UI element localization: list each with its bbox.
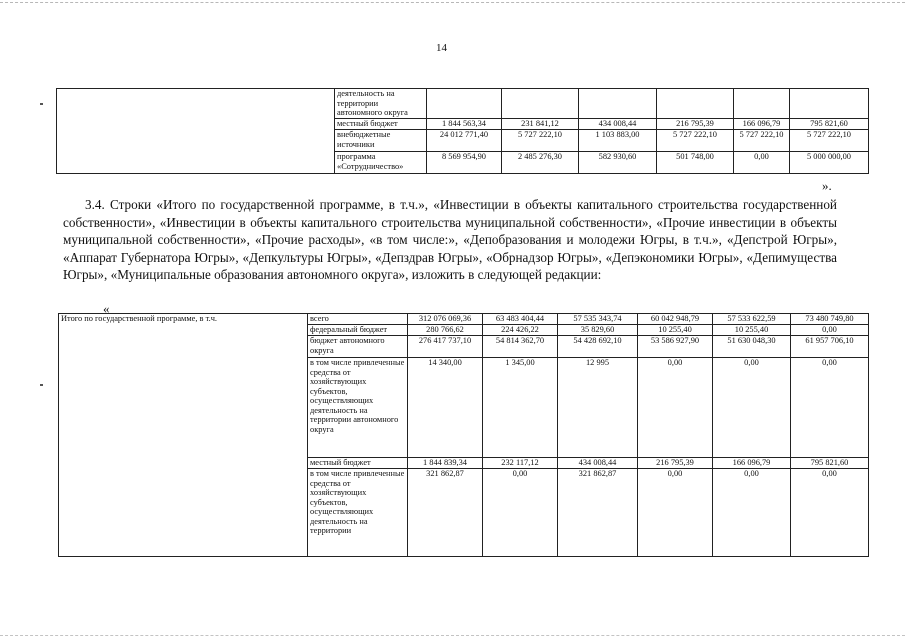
value-cell: 51 630 048,30 xyxy=(713,336,791,358)
value-cell: 321 862,87 xyxy=(408,469,483,557)
row-label: всего xyxy=(308,314,408,325)
value-cell: 232 117,12 xyxy=(483,458,558,469)
value-cell: 2 485 276,30 xyxy=(502,152,579,174)
row-label: бюджет автономного округа xyxy=(308,336,408,358)
table-continuation xyxy=(56,88,869,174)
value-cell: 0,00 xyxy=(638,358,713,458)
value-cell xyxy=(502,89,579,119)
value-cell: 0,00 xyxy=(483,469,558,557)
row-label: федеральный бюджет xyxy=(308,325,408,336)
amendment-paragraph: 3.4. Строки «Итого по государственной программе, в т.ч.», «Инвестиции в объекты капитального строительства государственной собственности», «Инвестиции в объекты капитального строительства муниципальной собственности», «Прочие инвестиции в объекты муниципальной собственности», «Прочие расходы», «в том числе:», «Депобразования и молодежи Югры, в т.ч.», «Депстрой Югры», «Аппарат Губернатора Югры», «Депкультуры Югры», «Депздрав Югры», «Обрнадзор Югры», «Депэкономики Югры», «Депимущества Югры», «Муниципальные образования автономного округа», изложить в следующей редакции: xyxy=(63,197,837,283)
value-cell: 5 727 222,10 xyxy=(502,130,579,152)
table-row xyxy=(57,89,869,119)
value-cell: 216 795,39 xyxy=(638,458,713,469)
value-cell: 1 103 883,00 xyxy=(579,130,657,152)
value-cell: 1 844 839,34 xyxy=(408,458,483,469)
value-cell: 0,00 xyxy=(791,358,869,458)
value-cell: 795 821,60 xyxy=(791,458,869,469)
value-cell: 54 428 692,10 xyxy=(558,336,638,358)
value-cell: 12 995 xyxy=(558,358,638,458)
value-cell: 1 345,00 xyxy=(483,358,558,458)
value-cell: 276 417 737,10 xyxy=(408,336,483,358)
value-cell: 53 586 927,90 xyxy=(638,336,713,358)
row-label: программа «Сотрудничество» xyxy=(335,152,427,174)
value-cell: 60 042 948,79 xyxy=(638,314,713,325)
value-cell: 0,00 xyxy=(734,152,790,174)
value-cell: 224 426,22 xyxy=(483,325,558,336)
value-cell: 10 255,40 xyxy=(713,325,791,336)
value-cell: 14 340,00 xyxy=(408,358,483,458)
value-cell: 8 569 954,90 xyxy=(427,152,502,174)
scan-top-edge xyxy=(0,2,905,3)
value-cell xyxy=(790,89,869,119)
row-label: в том числе привлеченные средства от хозяйствующих субъектов, осуществляющих деятельность на территории автономного округа xyxy=(308,358,408,458)
value-cell: 1 844 563,34 xyxy=(427,119,502,130)
value-cell: 795 821,60 xyxy=(790,119,869,130)
value-cell: 312 076 069,36 xyxy=(408,314,483,325)
value-cell: 0,00 xyxy=(713,469,791,557)
value-cell: 434 008,44 xyxy=(558,458,638,469)
value-cell: 5 000 000,00 xyxy=(790,152,869,174)
closing-quote: ». xyxy=(822,178,832,193)
value-cell: 24 012 771,40 xyxy=(427,130,502,152)
value-cell: 0,00 xyxy=(791,325,869,336)
value-cell: 231 841,12 xyxy=(502,119,579,130)
value-cell: 5 727 222,10 xyxy=(790,130,869,152)
value-cell xyxy=(427,89,502,119)
scan-speck xyxy=(40,103,43,105)
value-cell: 54 814 362,70 xyxy=(483,336,558,358)
value-cell xyxy=(657,89,734,119)
table-new-wording xyxy=(58,313,869,557)
row-label: местный бюджет xyxy=(308,458,408,469)
value-cell: 0,00 xyxy=(791,469,869,557)
row-label: деятельность на территории автономного округа xyxy=(335,89,427,119)
value-cell: 216 795,39 xyxy=(657,119,734,130)
value-cell: 582 930,60 xyxy=(579,152,657,174)
value-cell: 73 480 749,80 xyxy=(791,314,869,325)
value-cell: 5 727 222,10 xyxy=(657,130,734,152)
empty-cell xyxy=(57,89,335,174)
value-cell: 0,00 xyxy=(713,358,791,458)
row-label: местный бюджет xyxy=(335,119,427,130)
page-number: 14 xyxy=(436,42,447,54)
value-cell xyxy=(579,89,657,119)
value-cell: 321 862,87 xyxy=(558,469,638,557)
row-label: внебюджетные источники xyxy=(335,130,427,152)
scan-speck xyxy=(40,384,43,386)
value-cell: 61 957 706,10 xyxy=(791,336,869,358)
opening-quote: « xyxy=(103,301,110,316)
table-row xyxy=(59,314,869,325)
value-cell: 35 829,60 xyxy=(558,325,638,336)
scan-bottom-edge xyxy=(0,635,905,636)
value-cell: 63 483 404,44 xyxy=(483,314,558,325)
program-total-label: Итого по государственной программе, в т.ч. xyxy=(59,314,308,557)
value-cell: 166 096,79 xyxy=(734,119,790,130)
value-cell xyxy=(734,89,790,119)
row-label: в том числе привлеченные средства от хозяйствующих субъектов, осуществляющих деятельность на территории xyxy=(308,469,408,557)
value-cell: 0,00 xyxy=(638,469,713,557)
value-cell: 280 766,62 xyxy=(408,325,483,336)
value-cell: 434 008,44 xyxy=(579,119,657,130)
value-cell: 57 533 622,59 xyxy=(713,314,791,325)
value-cell: 166 096,79 xyxy=(713,458,791,469)
value-cell: 57 535 343,74 xyxy=(558,314,638,325)
value-cell: 10 255,40 xyxy=(638,325,713,336)
value-cell: 501 748,00 xyxy=(657,152,734,174)
value-cell: 5 727 222,10 xyxy=(734,130,790,152)
